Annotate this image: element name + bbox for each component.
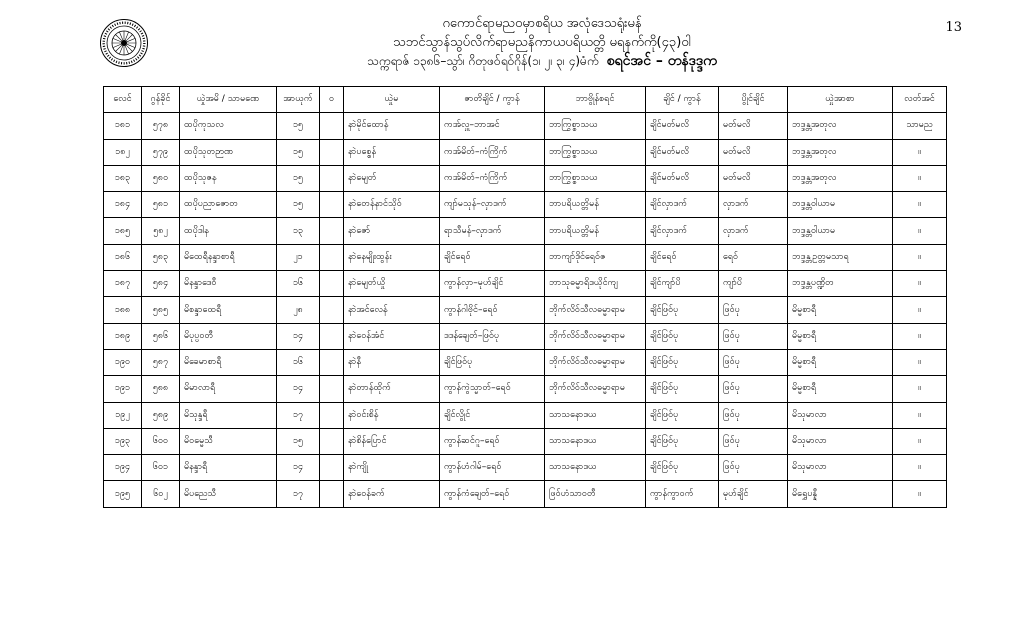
remark-cell: ။ <box>893 376 947 402</box>
age-cell: ၂၈ <box>277 297 320 323</box>
col-age-header: အာယုက် <box>277 87 320 113</box>
roll-number-cell: ၅၈၉ <box>142 402 180 428</box>
age-cell: ၂၁ <box>277 244 320 270</box>
teacher-name-cell: မိမ္မစာရီ <box>788 376 893 402</box>
age-cell: ၁၃ <box>277 218 320 244</box>
native-place-cell: ဒဒန်ချေတ်–ဖြဝ်ပု <box>440 323 545 349</box>
township-cell: ချိင်ရေဝ် <box>646 244 719 270</box>
remark-cell: ။ <box>893 349 947 375</box>
table-row <box>104 323 947 349</box>
township-cell: ချိင်ဖြဝ်ပု <box>646 349 719 375</box>
age-cell: ၁၄ <box>277 376 320 402</box>
teacher-name-cell: မိသုမာလာ <box>788 455 893 481</box>
father-name-cell: နာဲအင်လေန် <box>344 297 440 323</box>
col-monastery-header: ဘာဗွိုန်စရင် <box>545 87 646 113</box>
remark-cell: ။ <box>893 165 947 191</box>
teacher-name-cell: မိသုမာလာ <box>788 428 893 454</box>
col-candidate-name-header: ယှုဲအမိ / သာမဏေ <box>180 87 277 113</box>
table-row <box>104 481 947 507</box>
table-row <box>104 165 947 191</box>
teacher-name-cell: ဘဒ္ဒန္တဝါယာမ <box>788 192 893 218</box>
native-place-cell: ကွာန်ဆင်ဂူ–ရေဝ် <box>440 428 545 454</box>
vassa-cell <box>320 244 344 270</box>
col-father-name-header: ယှုဲမ <box>344 87 440 113</box>
teacher-name-cell: မိရွှေပန္နီ <box>788 481 893 507</box>
roll-number-cell: ၆၀၁ <box>142 455 180 481</box>
remark-cell: ။ <box>893 192 947 218</box>
table-row <box>104 139 947 165</box>
candidate-name-cell: မိစန္ဒာထေရီ <box>180 297 277 323</box>
header-examination-title: သဘင်သွာန်သွပ်လိက်ရာမညနိကာယပရိယတ္တိ မရနက်ကို(၄၃)ဝါ <box>393 35 691 50</box>
candidate-name-cell: ထပိုဒါန <box>180 218 277 244</box>
serial-cell: ၁၈၃ <box>104 165 142 191</box>
roll-number-cell: ၅၈၅ <box>142 297 180 323</box>
serial-cell: ၁၉၀ <box>104 349 142 375</box>
teacher-name-cell: မိမ္မစာရီ <box>788 349 893 375</box>
exam-center-cell: မုဟ်ချိင် <box>719 481 788 507</box>
native-place-cell: ချိင်လွိုင် <box>440 402 545 428</box>
township-cell: ချိင်ဖြဝ်ပု <box>646 428 719 454</box>
father-name-cell: နာဲတေန်နာင်သိုဝ် <box>344 192 440 218</box>
native-place-cell: ချိင်ဖြဝ်ပု <box>440 349 545 375</box>
roll-number-cell: ၅၇၉ <box>142 139 180 165</box>
vassa-cell <box>320 192 344 218</box>
exam-center-cell: လှာဒက် <box>719 218 788 244</box>
roll-number-cell: ၆၀၀ <box>142 428 180 454</box>
remark-cell: ။ <box>893 428 947 454</box>
township-cell: ချိင်ဖြဝ်ပု <box>646 376 719 402</box>
exam-center-cell: ဖြဝ်ပု <box>719 428 788 454</box>
vassa-cell <box>320 376 344 402</box>
vassa-cell <box>320 349 344 375</box>
candidate-name-cell: မိနန္ဒာဒေဝီ <box>180 271 277 297</box>
vassa-cell <box>320 323 344 349</box>
vassa-cell <box>320 402 344 428</box>
father-name-cell: နာဲစိန်ပြောင် <box>344 428 440 454</box>
age-cell: ၁၄ <box>277 455 320 481</box>
candidate-name-cell: မိပုပ္ပဝတီ <box>180 323 277 349</box>
monastery-cell: ဘာကြွစ္စာသယ <box>545 113 646 139</box>
vassa-cell <box>320 113 344 139</box>
serial-cell: ၁၈၁ <box>104 113 142 139</box>
remark-cell: ။ <box>893 218 947 244</box>
father-name-cell: နာဲပစ္စေန် <box>344 139 440 165</box>
township-cell: ချိင်မတ်မလိ <box>646 165 719 191</box>
candidate-name-cell: ထပိုသုတဉာဏ <box>180 139 277 165</box>
serial-cell: ၁၈၉ <box>104 323 142 349</box>
table-row <box>104 218 947 244</box>
monastery-cell: ဘာကြွစ္စာသယ <box>545 139 646 165</box>
monastery-cell: ဘာပရိယတ္တိမန် <box>545 192 646 218</box>
vassa-cell <box>320 428 344 454</box>
father-name-cell: နာဲနီ <box>344 349 440 375</box>
candidate-name-cell: မိမာလာရီ <box>180 376 277 402</box>
remark-cell: ။ <box>893 297 947 323</box>
age-cell: ၁၇ <box>277 402 320 428</box>
vassa-cell <box>320 271 344 297</box>
father-name-cell: နာဲမိုင်ထောန် <box>344 113 440 139</box>
col-teacher-name-header: ယှုဲအာစာ <box>788 87 893 113</box>
exam-center-cell: ဖြဝ်ပု <box>719 349 788 375</box>
serial-cell: ၁၈၅ <box>104 218 142 244</box>
native-place-cell: ကွာန်လှာ–မုဟ်ချိင် <box>440 271 545 297</box>
candidate-name-cell: ထပိုပညာဇောတ <box>180 192 277 218</box>
native-place-cell: ကျာ်မသုန်–လှာဒက် <box>440 192 545 218</box>
age-cell: ၁၄ <box>277 323 320 349</box>
teacher-name-cell: မိမ္မစာရီ <box>788 297 893 323</box>
native-place-cell: ချိင်ရေဝ် <box>440 244 545 270</box>
serial-cell: ၁၈၇ <box>104 271 142 297</box>
roll-number-cell: ၅၈၁ <box>142 192 180 218</box>
native-place-cell: ကွာန်ကံချေတ်–ရေဝ် <box>440 481 545 507</box>
candidate-name-cell: မိပညေသီ <box>180 481 277 507</box>
col-roll-number-header: ဂွန်ခိုင် <box>142 87 180 113</box>
exam-center-cell: မတ်မလိ <box>719 113 788 139</box>
col-serial-header: လေင် <box>104 87 142 113</box>
candidate-name-cell: မိဝမ္မေသီ <box>180 428 277 454</box>
col-township-header: ချိင် / ကွာန် <box>646 87 719 113</box>
township-cell: ချိင်မတ်မလိ <box>646 139 719 165</box>
roll-number-cell: ၅၈၂ <box>142 218 180 244</box>
teacher-name-cell: ဘဒ္ဒန္တအတုလ <box>788 165 893 191</box>
age-cell: ၁၅ <box>277 192 320 218</box>
table-row <box>104 428 947 454</box>
serial-cell: ၁၈၂ <box>104 139 142 165</box>
remark-cell: ။ <box>893 139 947 165</box>
serial-cell: ၁၉၃ <box>104 428 142 454</box>
table-row <box>104 376 947 402</box>
native-place-cell: ကွာန်ဂါဗိုင်–ရေဝ် <box>440 297 545 323</box>
header-organization: ဂကောင်ရာမည၀မှာစရိယ အလုံဒေသရုံးမန် <box>442 16 642 31</box>
monastery-cell: သာသနောဒယ <box>545 402 646 428</box>
teacher-name-cell: မိမ္မစာရီ <box>788 323 893 349</box>
col-native-place-header: ဇာတိချိင် / ကွာန် <box>440 87 545 113</box>
father-name-cell: နာဲမျေတ်ယှို <box>344 271 440 297</box>
vassa-cell <box>320 455 344 481</box>
father-name-cell: နာဲဝေန်အံင် <box>344 323 440 349</box>
serial-cell: ၁၉၂ <box>104 402 142 428</box>
candidate-name-cell: မိသုန္ဒရီ <box>180 402 277 428</box>
table-row <box>104 192 947 218</box>
remark-cell: ။ <box>893 244 947 270</box>
father-name-cell: နာဲဝေန်ခက် <box>344 481 440 507</box>
father-name-cell: နာဲဝင်းစိန် <box>344 402 440 428</box>
candidate-name-cell: မိနန္ဒာရီ <box>180 455 277 481</box>
col-remark-header: လတ်အင် <box>893 87 947 113</box>
table-row <box>104 244 947 270</box>
monastery-cell: ဘာသုဓမ္မာရိဒယိုင်ကျ <box>545 271 646 297</box>
father-name-cell: နာဲမျေတ် <box>344 165 440 191</box>
township-cell: ချိင်လှာဒက် <box>646 218 719 244</box>
remark-cell: ။ <box>893 402 947 428</box>
remark-cell: ။ <box>893 271 947 297</box>
serial-cell: ၁၈၈ <box>104 297 142 323</box>
roll-number-cell: ၆၀၂ <box>142 481 180 507</box>
roll-number-cell: ၅၈၄ <box>142 271 180 297</box>
township-cell: ကွာန်ကွာဝက် <box>646 481 719 507</box>
monastery-seal-logo <box>99 18 149 68</box>
teacher-name-cell: ဘဒ္ဒန္တအတုလ <box>788 139 893 165</box>
father-name-cell: နာဲဇော် <box>344 218 440 244</box>
township-cell: ချိင်ဖြဝ်ပု <box>646 297 719 323</box>
teacher-name-cell: ဘဒ္ဒန္တဝါယာမ <box>788 218 893 244</box>
remark-cell: ။ <box>893 481 947 507</box>
candidate-name-cell: မိထေရီနန္ဒာစာရီ <box>180 244 277 270</box>
township-cell: ချိင်ဖြဝ်ပု <box>646 402 719 428</box>
monastery-cell: ဘိုက်လိဝ်သီလဓမ္မာရာမ <box>545 323 646 349</box>
candidate-name-cell: မိခေမာစာရီ <box>180 349 277 375</box>
township-cell: ချိင်ဖြဝ်ပု <box>646 455 719 481</box>
table-row <box>104 113 947 139</box>
serial-cell: ၁၉၁ <box>104 376 142 402</box>
header-date: သက္ကရာဇ် ၁၃၈၆–သွာ်၊ ဂိတုဖဝ်ရဝ်ဂိုန်(၁၊ ၂၊ ၃၊ ၄)မံက် <box>367 54 599 68</box>
table-row <box>104 402 947 428</box>
vassa-cell <box>320 481 344 507</box>
exam-center-cell: မတ်မလိ <box>719 139 788 165</box>
roll-number-cell: ၅၈၃ <box>142 244 180 270</box>
table-row <box>104 271 947 297</box>
native-place-cell: ကအ်လှူ–ဘာအင် <box>440 113 545 139</box>
roll-number-cell: ၅၈၆ <box>142 323 180 349</box>
vassa-cell <box>320 165 344 191</box>
remark-cell: သာမည <box>893 113 947 139</box>
native-place-cell: ကအ်မိတ်–ကံကြိက် <box>440 165 545 191</box>
exam-center-cell: ဖြဝ်ပု <box>719 323 788 349</box>
native-place-cell: ကွာန်ကွဲသ္မာတ်–ရေဝ် <box>440 376 545 402</box>
remark-cell: ။ <box>893 323 947 349</box>
monastery-cell: ဘိုက်လိဝ်သီလဓမ္မာရာမ <box>545 297 646 323</box>
age-cell: ၁၅ <box>277 113 320 139</box>
township-cell: ချိင်မတ်မလိ <box>646 113 719 139</box>
candidate-name-cell: ထပိုသုဇန <box>180 165 277 191</box>
age-cell: ၁၅ <box>277 139 320 165</box>
age-cell: ၁၆ <box>277 271 320 297</box>
roll-number-cell: ၅၈၇ <box>142 349 180 375</box>
header-date-line <box>160 52 924 71</box>
col-exam-center-header: ပွိုင်ချိင် <box>719 87 788 113</box>
teacher-name-cell: မိသုမာလာ <box>788 402 893 428</box>
teacher-name-cell: ဘဒ္ဒန္တဥတ္တမသာရ <box>788 244 893 270</box>
teacher-name-cell: ဘဒ္ဒန္တပဏ္ဍိတ <box>788 271 893 297</box>
header-list-title: စရင်အင် – တန်ဒုဒ္ဒက <box>606 53 717 69</box>
remark-cell: ။ <box>893 455 947 481</box>
township-cell: ချိင်ဖြဝ်ပု <box>646 323 719 349</box>
roll-number-cell: ၅၇၈ <box>142 113 180 139</box>
monastery-cell: ဘိုက်လိဝ်သီလဓမ္မာရာမ <box>545 349 646 375</box>
exam-center-cell: ဖြဝ်ပု <box>719 376 788 402</box>
page-number: 13 <box>945 20 962 35</box>
native-place-cell: ရာသီမန်–လှာဒက် <box>440 218 545 244</box>
col-vassa-header: ဝ <box>320 87 344 113</box>
father-name-cell: နာဲနေမျိုးထွန်း <box>344 244 440 270</box>
monastery-cell: ဘိုက်လိဝ်သီလဓမ္မာရာမ <box>545 376 646 402</box>
father-name-cell: နာဲတာန်ထိုက် <box>344 376 440 402</box>
monastery-cell: ဘာပရိယတ္တိမန် <box>545 218 646 244</box>
monastery-cell: သာသနောဒယ <box>545 455 646 481</box>
table-row <box>104 297 947 323</box>
vassa-cell <box>320 297 344 323</box>
serial-cell: ၁၉၄ <box>104 455 142 481</box>
exam-center-cell: ဖြဝ်ပု <box>719 402 788 428</box>
age-cell: ၁၇ <box>277 481 320 507</box>
candidates-table <box>103 86 947 508</box>
age-cell: ၁၅ <box>277 428 320 454</box>
roll-number-cell: ၅၈၀ <box>142 165 180 191</box>
roll-number-cell: ၅၈၈ <box>142 376 180 402</box>
serial-cell: ၁၉၅ <box>104 481 142 507</box>
monastery-cell: ဖြဝ်ဟံသာဝတီ <box>545 481 646 507</box>
exam-center-cell: ကျာ်ပိ <box>719 271 788 297</box>
native-place-cell: ကအ်မိတ်–ကံကြိက် <box>440 139 545 165</box>
age-cell: ၁၅ <box>277 165 320 191</box>
father-name-cell: နာဲကျို <box>344 455 440 481</box>
table-row <box>104 455 947 481</box>
serial-cell: ၁၈၆ <box>104 244 142 270</box>
native-place-cell: ကွာန်ဟံဂါမ်–ရေဝ် <box>440 455 545 481</box>
serial-cell: ၁၈၄ <box>104 192 142 218</box>
table-header-row <box>104 87 947 113</box>
document-header <box>160 14 924 71</box>
exam-center-cell: မတ်မလိ <box>719 165 788 191</box>
monastery-cell: ဘာကြွစ္စာသယ <box>545 165 646 191</box>
exam-center-cell: ရေဝ် <box>719 244 788 270</box>
exam-center-cell: လှာဒက် <box>719 192 788 218</box>
monastery-cell: သာသနောဒယ <box>545 428 646 454</box>
teacher-name-cell: ဘဒ္ဒန္တအတုလ <box>788 113 893 139</box>
township-cell: ချိင်လှာဒက် <box>646 192 719 218</box>
exam-center-cell: ဖြဝ်ပု <box>719 455 788 481</box>
age-cell: ၁၆ <box>277 349 320 375</box>
township-cell: ချိင်ကျာ်ပိ <box>646 271 719 297</box>
table-row <box>104 349 947 375</box>
vassa-cell <box>320 139 344 165</box>
vassa-cell <box>320 218 344 244</box>
exam-center-cell: ဖြဝ်ပု <box>719 297 788 323</box>
candidate-name-cell: ထပိုကုသလ <box>180 113 277 139</box>
monastery-cell: ဘာကျာ်ဒိုင်ရေဝ်ဇ <box>545 244 646 270</box>
